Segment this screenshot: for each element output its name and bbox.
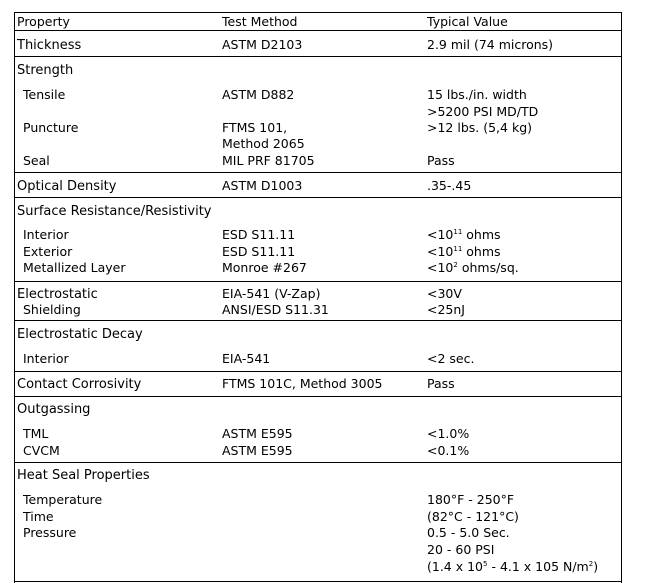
pressure-value: 0.5 - 5.0 Sec. xyxy=(427,525,510,540)
pressure-metric-value: (1.4 x $10^5 - 4.1$ x 105 $N/m^2$) xyxy=(427,559,599,574)
rule-header xyxy=(14,30,622,31)
puncture-value: >12 lbs. (5,4 kg) xyxy=(427,120,532,135)
cvcm-value: <0.1% xyxy=(427,443,470,458)
seal-method: MIL PRF 81705 xyxy=(222,153,315,168)
rule-top xyxy=(14,12,622,13)
decay-interior-method: EIA-541 xyxy=(222,351,271,366)
rule-thickness xyxy=(14,56,622,57)
surface-interior-label: Interior xyxy=(23,227,69,242)
rule-outgassing xyxy=(14,462,622,463)
surface-interior-method: ESD S11.11 xyxy=(222,227,296,242)
surface-interior-value: $<10^{11}$ ohms xyxy=(427,227,501,242)
shielding-value: <25nJ xyxy=(427,302,465,317)
rule-electrostatic xyxy=(14,320,622,321)
tensile-method: ASTM D882 xyxy=(222,87,295,102)
thickness-value: 2.9 mil (74 microns) xyxy=(427,37,554,52)
time-value: (82°C - 121°C) xyxy=(427,509,519,524)
header-typical-value: Typical Value xyxy=(427,14,508,29)
header-test-method: Test Method xyxy=(222,14,298,29)
metallized-layer-method: Monroe #267 xyxy=(222,260,307,275)
seal-label: Seal xyxy=(23,153,50,168)
strength-title: Strength xyxy=(17,63,74,78)
temperature-value: 180°F - 250°F xyxy=(427,492,515,507)
thickness-label: Thickness xyxy=(17,38,82,53)
heat-seal-title: Heat Seal Properties xyxy=(17,468,150,483)
tml-value: <1.0% xyxy=(427,426,470,441)
surface-exterior-method: ESD S11.11 xyxy=(222,244,296,259)
surface-resistance-title: Surface Resistance/Resistivity xyxy=(17,204,212,219)
decay-interior-label: Interior xyxy=(23,351,69,366)
tensile-label: Tensile xyxy=(23,87,66,102)
electrostatic-decay-title: Electrostatic Decay xyxy=(17,327,143,342)
rule-strength xyxy=(14,172,622,173)
pressure-psi-value: 20 - 60 PSI xyxy=(427,542,495,557)
rule-corrosivity xyxy=(14,396,622,397)
cvcm-label: CVCM xyxy=(23,443,60,458)
puncture-method-2: Method 2065 xyxy=(222,136,305,151)
surface-exterior-value: $<10^{11}$ ohms xyxy=(427,244,501,259)
optical-density-method: ASTM D1003 xyxy=(222,178,303,193)
seal-value: Pass xyxy=(427,153,455,168)
rule-surface xyxy=(14,281,622,282)
decay-interior-value: <2 sec. xyxy=(427,351,475,366)
electrostatic-method: EIA-541 (V-Zap) xyxy=(222,286,321,301)
tml-label: TML xyxy=(23,426,49,441)
puncture-label: Puncture xyxy=(23,120,79,135)
rule-decay xyxy=(14,371,622,372)
electrostatic-value: <30V xyxy=(427,286,462,301)
tml-method: ASTM E595 xyxy=(222,426,293,441)
contact-corrosivity-value: Pass xyxy=(427,376,455,391)
contact-corrosivity-method: FTMS 101C, Method 3005 xyxy=(222,376,383,391)
shielding-method: ANSI/ESD S11.31 xyxy=(222,302,329,317)
cvcm-method: ASTM E595 xyxy=(222,443,293,458)
rule-optical xyxy=(14,197,622,198)
puncture-method-1: FTMS 101, xyxy=(222,120,288,135)
metallized-layer-value: $<10^2$ ohms/sq. xyxy=(427,260,519,275)
table-right-border xyxy=(621,12,622,583)
header-property: Property xyxy=(17,14,70,29)
temperature-label: Temperature xyxy=(23,492,103,507)
thickness-method: ASTM D2103 xyxy=(222,37,303,52)
metallized-layer-label: Metallized Layer xyxy=(23,260,126,275)
tensile-value-1: 15 lbs./in. width xyxy=(427,87,527,102)
shielding-label: Shielding xyxy=(23,302,81,317)
contact-corrosivity-label: Contact Corrosivity xyxy=(17,377,142,392)
optical-density-value: .35-.45 xyxy=(427,178,472,193)
optical-density-label: Optical Density xyxy=(17,179,117,194)
rule-bottom xyxy=(14,581,622,582)
time-label: Time xyxy=(23,509,54,524)
table-left-border xyxy=(14,12,15,583)
pressure-label: Pressure xyxy=(23,525,77,540)
outgassing-title: Outgassing xyxy=(17,402,91,417)
electrostatic-label: Electrostatic xyxy=(17,287,98,302)
surface-exterior-label: Exterior xyxy=(23,244,73,259)
tensile-value-2: >5200 PSI MD/TD xyxy=(427,104,539,119)
